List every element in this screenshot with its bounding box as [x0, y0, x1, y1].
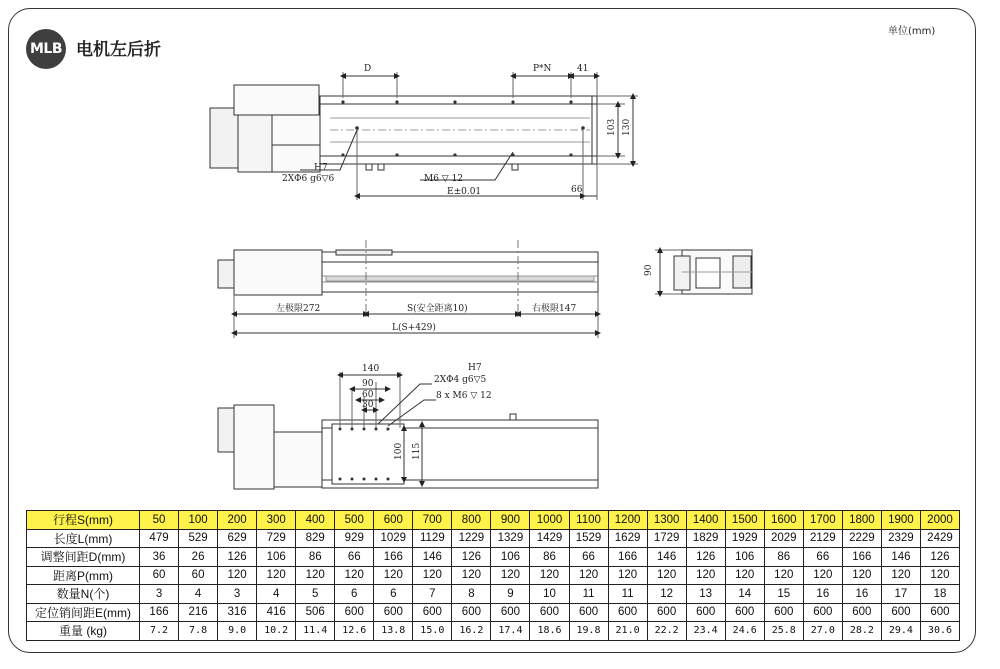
table-cell: 1729 — [647, 529, 686, 548]
table-cell: 900 — [491, 511, 530, 530]
table-cell: 1700 — [803, 511, 842, 530]
table-cell: 126 — [920, 548, 959, 567]
table-cell: 2129 — [803, 529, 842, 548]
table-cell: 86 — [764, 548, 803, 567]
table-cell: 120 — [335, 566, 374, 585]
table-cell: 120 — [764, 566, 803, 585]
table-cell: 166 — [608, 548, 647, 567]
dim-103-label: 103 — [607, 118, 617, 136]
table-cell: 50 — [140, 511, 179, 530]
table-cell: 120 — [842, 566, 881, 585]
table-cell: 166 — [140, 603, 179, 622]
dim-pn-label: P*N — [533, 64, 552, 74]
table-cell: 30.6 — [920, 622, 959, 641]
table-cell: 729 — [257, 529, 296, 548]
table-cell: 2029 — [764, 529, 803, 548]
table-cell: 600 — [530, 603, 569, 622]
table-cell: 600 — [647, 603, 686, 622]
bottom-h7-label: H7 — [468, 363, 482, 373]
table-cell: 2329 — [881, 529, 920, 548]
adjust-spacing-row — [27, 548, 960, 567]
table-cell: 1800 — [842, 511, 881, 530]
side-left-limit-label: 左极限272 — [276, 304, 321, 314]
bottom-60-label: 60 — [362, 390, 374, 400]
bottom-90-label: 90 — [362, 379, 374, 389]
table-cell: 100 — [179, 511, 218, 530]
table-cell: 146 — [413, 548, 452, 567]
dim-66-label: 66 — [571, 185, 583, 195]
table-cell: 17.4 — [491, 622, 530, 641]
table-cell: 600 — [374, 603, 413, 622]
table-cell: 60 — [140, 566, 179, 585]
table-cell: 500 — [335, 511, 374, 530]
table-cell: 2429 — [920, 529, 959, 548]
table-cell: 506 — [296, 603, 335, 622]
table-cell: 25.8 — [764, 622, 803, 641]
table-cell: 120 — [413, 566, 452, 585]
table-cell: 6 — [335, 585, 374, 604]
table-cell: 15.0 — [413, 622, 452, 641]
table-cell: 120 — [374, 566, 413, 585]
table-cell: 1029 — [374, 529, 413, 548]
table-cell: 126 — [686, 548, 725, 567]
side-view — [218, 240, 752, 338]
table-cell: 600 — [335, 603, 374, 622]
table-cell: 15 — [764, 585, 803, 604]
table-cell: 1329 — [491, 529, 530, 548]
table-cell: 26 — [179, 548, 218, 567]
unit-note: 单位(mm) — [888, 26, 936, 37]
table-cell: 9 — [491, 585, 530, 604]
table-cell: 120 — [725, 566, 764, 585]
table-cell: 28.2 — [842, 622, 881, 641]
top-h7-label: H7 — [314, 163, 328, 173]
table-cell: 2229 — [842, 529, 881, 548]
table-cell: 17 — [881, 585, 920, 604]
table-cell: 4 — [179, 585, 218, 604]
table-cell: 120 — [608, 566, 647, 585]
table-cell: 600 — [686, 603, 725, 622]
table-cell: 86 — [530, 548, 569, 567]
table-cell: 1229 — [452, 529, 491, 548]
end-90-label: 90 — [644, 264, 654, 276]
table-cell: 66 — [335, 548, 374, 567]
table-cell: 600 — [881, 603, 920, 622]
table-cell: 126 — [452, 548, 491, 567]
spec-table-body — [27, 511, 960, 641]
table-cell: 416 — [257, 603, 296, 622]
side-stroke-label: S(安全距离10) — [407, 304, 468, 314]
table-cell: 3 — [140, 585, 179, 604]
table-cell: 200 — [218, 511, 257, 530]
table-cell: 11 — [569, 585, 608, 604]
row-header: 距离P(mm) — [27, 566, 140, 585]
table-cell: 1400 — [686, 511, 725, 530]
table-cell: 120 — [569, 566, 608, 585]
model-badge: MLB — [26, 29, 66, 69]
table-cell: 829 — [296, 529, 335, 548]
table-cell: 929 — [335, 529, 374, 548]
table-cell: 120 — [218, 566, 257, 585]
table-cell: 1629 — [608, 529, 647, 548]
bottom-pin-label: 2XΦ4 g6▽5 — [434, 375, 487, 385]
table-cell: 11 — [608, 585, 647, 604]
table-cell: 24.6 — [725, 622, 764, 641]
spec-table — [26, 510, 960, 641]
table-cell: 1829 — [686, 529, 725, 548]
bottom-30-label: 30 — [362, 400, 374, 410]
table-cell: 13 — [686, 585, 725, 604]
table-cell: 120 — [257, 566, 296, 585]
table-cell: 3 — [218, 585, 257, 604]
table-cell: 600 — [569, 603, 608, 622]
table-cell: 1900 — [881, 511, 920, 530]
table-cell: 120 — [647, 566, 686, 585]
table-cell: 120 — [803, 566, 842, 585]
side-length-label: L(S+429) — [392, 323, 436, 333]
table-cell: 1100 — [569, 511, 608, 530]
dim-d-label: D — [364, 64, 372, 74]
table-cell: 36 — [140, 548, 179, 567]
table-cell: 66 — [569, 548, 608, 567]
table-cell: 12.6 — [335, 622, 374, 641]
table-cell: 600 — [764, 603, 803, 622]
row-header: 长度L(mm) — [27, 529, 140, 548]
dim-130-label: 130 — [622, 118, 632, 136]
row-header: 数量N(个) — [27, 585, 140, 604]
bottom-view — [218, 372, 598, 489]
table-cell: 7.2 — [140, 622, 179, 641]
table-cell: 5 — [296, 585, 335, 604]
table-cell: 1000 — [530, 511, 569, 530]
table-cell: 7 — [413, 585, 452, 604]
table-cell: 106 — [257, 548, 296, 567]
row-header: 行程S(mm) — [27, 511, 140, 530]
table-cell: 106 — [491, 548, 530, 567]
top-m6-label: M6 ▽ 12 — [424, 174, 464, 184]
table-cell: 216 — [179, 603, 218, 622]
table-cell: 120 — [296, 566, 335, 585]
table-cell: 146 — [647, 548, 686, 567]
table-cell: 18 — [920, 585, 959, 604]
table-cell: 6 — [374, 585, 413, 604]
table-cell: 120 — [686, 566, 725, 585]
table-cell: 16 — [803, 585, 842, 604]
table-cell: 12 — [647, 585, 686, 604]
table-cell: 1600 — [764, 511, 803, 530]
table-cell: 1129 — [413, 529, 452, 548]
table-cell: 316 — [218, 603, 257, 622]
row-header: 重量 (kg) — [27, 622, 140, 641]
table-cell: 120 — [920, 566, 959, 585]
table-cell: 13.8 — [374, 622, 413, 641]
table-cell: 700 — [413, 511, 452, 530]
table-cell: 600 — [920, 603, 959, 622]
table-cell: 120 — [491, 566, 530, 585]
table-cell: 629 — [218, 529, 257, 548]
dim-e-label: E±0.01 — [447, 187, 482, 197]
table-cell: 11.4 — [296, 622, 335, 641]
table-cell: 600 — [842, 603, 881, 622]
weight-row — [27, 622, 960, 641]
table-cell: 9.0 — [218, 622, 257, 641]
table-cell: 18.6 — [530, 622, 569, 641]
table-cell: 146 — [881, 548, 920, 567]
table-cell: 120 — [530, 566, 569, 585]
row-header: 调整间距D(mm) — [27, 548, 140, 567]
bottom-140-label: 140 — [362, 364, 380, 374]
table-cell: 2000 — [920, 511, 959, 530]
row-header: 定位销间距E(mm) — [27, 603, 140, 622]
bottom-m6-label: 8 x M6 ▽ 12 — [436, 391, 492, 401]
table-cell: 400 — [296, 511, 335, 530]
table-cell: 1929 — [725, 529, 764, 548]
table-cell: 300 — [257, 511, 296, 530]
bottom-115-label: 115 — [412, 442, 422, 460]
table-cell: 23.4 — [686, 622, 725, 641]
table-cell: 10.2 — [257, 622, 296, 641]
table-cell: 29.4 — [881, 622, 920, 641]
table-cell: 600 — [452, 603, 491, 622]
table-cell: 529 — [179, 529, 218, 548]
table-cell: 22.2 — [647, 622, 686, 641]
table-cell: 120 — [881, 566, 920, 585]
table-cell: 1429 — [530, 529, 569, 548]
table-cell: 120 — [452, 566, 491, 585]
table-cell: 10 — [530, 585, 569, 604]
table-cell: 60 — [179, 566, 218, 585]
side-right-limit-label: 右极限147 — [532, 304, 577, 314]
pin-spacing-row — [27, 603, 960, 622]
table-cell: 166 — [842, 548, 881, 567]
table-cell: 16 — [842, 585, 881, 604]
table-cell: 8 — [452, 585, 491, 604]
page-title: 电机左后折 — [76, 40, 161, 60]
table-cell: 16.2 — [452, 622, 491, 641]
table-cell: 14 — [725, 585, 764, 604]
stroke-row — [27, 511, 960, 530]
table-cell: 7.8 — [179, 622, 218, 641]
table-cell: 21.0 — [608, 622, 647, 641]
pitch-row — [27, 566, 960, 585]
table-cell: 1200 — [608, 511, 647, 530]
table-cell: 600 — [413, 603, 452, 622]
top-pin-label: 2XΦ6 g6▽6 — [282, 174, 335, 184]
count-row — [27, 585, 960, 604]
table-cell: 19.8 — [569, 622, 608, 641]
table-cell: 1500 — [725, 511, 764, 530]
table-cell: 86 — [296, 548, 335, 567]
table-cell: 1300 — [647, 511, 686, 530]
table-cell: 126 — [218, 548, 257, 567]
dim-41-label: 41 — [577, 64, 589, 74]
table-cell: 600 — [491, 603, 530, 622]
table-cell: 479 — [140, 529, 179, 548]
table-cell: 4 — [257, 585, 296, 604]
table-cell: 600 — [608, 603, 647, 622]
bottom-100-label: 100 — [394, 442, 404, 460]
table-cell: 800 — [452, 511, 491, 530]
table-cell: 600 — [725, 603, 764, 622]
table-cell: 1529 — [569, 529, 608, 548]
table-cell: 106 — [725, 548, 764, 567]
length-row — [27, 529, 960, 548]
table-cell: 600 — [803, 603, 842, 622]
table-cell: 27.0 — [803, 622, 842, 641]
table-cell: 166 — [374, 548, 413, 567]
table-cell: 600 — [374, 511, 413, 530]
table-cell: 66 — [803, 548, 842, 567]
